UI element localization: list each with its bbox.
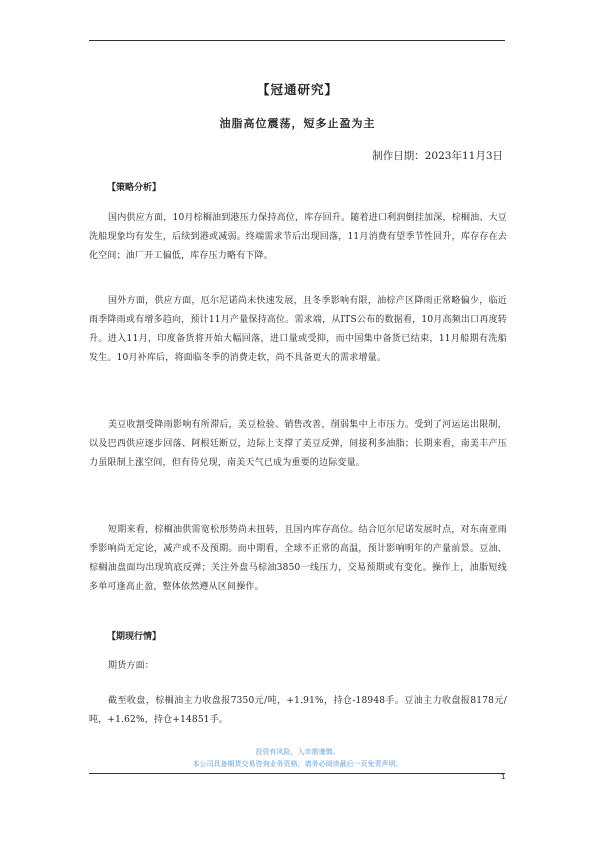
strategy-paragraph-3: 美豆收割受降雨影响有所滞后，美豆检验、销售改善，削弱集中上市压力。受到了河运运出限制，以及巴西供应逐步回落、阿根廷断豆，边际上支撑了美豆反弹，间接利多油脂；长期来看，南美丰产压力虽限制上涨空间，但有待兑现，南美天气已成为重要的边际变量。 (89, 420, 507, 468)
header-rule (89, 40, 505, 41)
market-paragraph-2: 截至收盘，棕榈油主力收盘报7350元/吨，+1.91%，持仓-18948手。豆油主力收盘报8178元/吨，+1.62%，持仓+14851手。 (89, 696, 507, 725)
document-title: 油脂高位震荡，短多止盈为主 (219, 117, 376, 130)
footer-disclaimer: 本公司具备期货交易咨询业务资格，请务必阅读最后一页免责声明。 (192, 760, 403, 768)
strategy-paragraph-2: 国外方面，供应方面，厄尔尼诺尚未快速发展，且冬季影响有限，油棕产区降雨正常略偏少，临近雨季降雨或有增多趋向，预计11月产量保持高位。需求端，从ITS公布的数据看，10月高频出口再度转升。进入11月，印度备货将开始大幅回落，进口量或受抑，而中国集中备货已结束，11月船期有洗船发生。10月补库后，将面临冬季的消费走软，尚不具备更大的需求增量。 (89, 296, 507, 363)
market-paragraph-1: 期货方面： (108, 661, 155, 671)
footer-risk-note: 投资有风险，入市需谨慎。 (255, 748, 340, 756)
brand-title: 【冠通研究】 (256, 82, 338, 97)
strategy-paragraph-1: 国内供应方面，10月棕榈油到港压力保持高位，库存回升。随着进口利润倒挂加深，棕榈油、大豆洗船现象均有发生，后续到港或减弱。终端需求节后出现回落，11月消费有望季节性回升，库存存在去化空间；油厂开工偏低，库存压力略有下降。 (89, 213, 507, 261)
strategy-paragraph-4: 短期来看，棕榈油供需宽松形势尚未扭转，且国内库存高位。结合厄尔尼诺发展时点，对东南亚雨季影响尚无定论，减产或不及预期。而中期看，全球不正常的高温，预计影响明年的产量前景。豆油、棕榈油盘面均出现筑底反弹；关注外盘马棕油3850一线压力，交易预期或有变化。操作上，油脂短线多单可逢高止盈，整体依然遵从区间操作。 (89, 525, 507, 592)
section-heading-strategy: 【策略分析】 (107, 183, 162, 193)
page-number: 1 (501, 773, 506, 781)
footer-rule (89, 773, 505, 774)
document-date: 制作日期：2023年11月3日 (372, 150, 503, 162)
section-heading-market: 【期现行情】 (107, 632, 162, 642)
